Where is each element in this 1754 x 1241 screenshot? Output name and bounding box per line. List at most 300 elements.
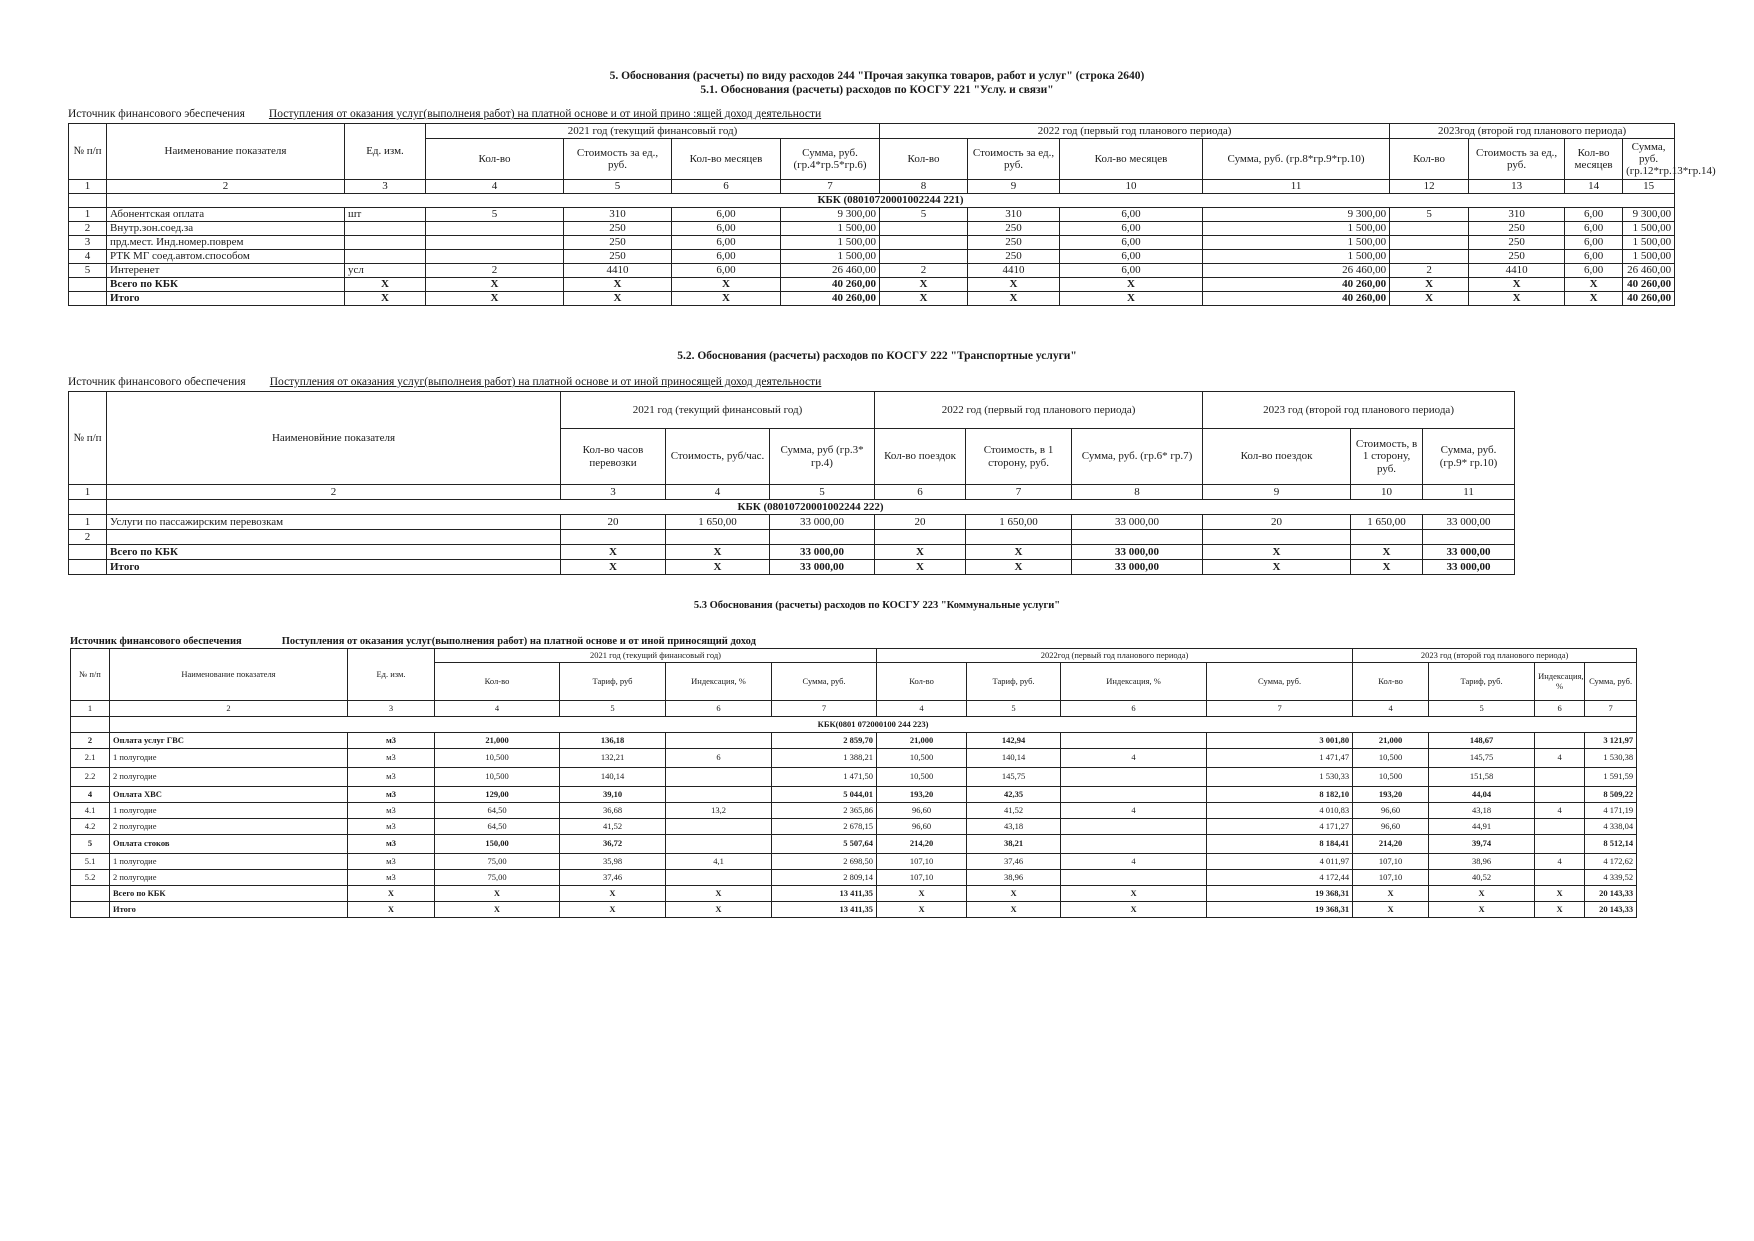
header-cell: 2023 год (второй год планового периода) <box>1203 392 1515 429</box>
table-cell <box>666 870 772 886</box>
column-number: 9 <box>1203 485 1351 500</box>
table-cell: 2 <box>69 530 107 545</box>
header-cell: Сумма, руб. (гр.8*гр.9*гр.10) <box>1203 139 1390 180</box>
column-number: 2 <box>107 485 561 500</box>
total-cell: X <box>1060 278 1203 292</box>
column-number: 4 <box>1353 701 1429 717</box>
header-cell: Наименование показателя <box>107 124 345 180</box>
column-number: 14 <box>1565 180 1623 194</box>
total-cell: X <box>435 902 560 918</box>
total-cell: X <box>435 886 560 902</box>
table-cell: 26 460,00 <box>1623 264 1675 278</box>
table-cell: 6,00 <box>672 208 781 222</box>
table-cell <box>1535 819 1585 835</box>
table-cell: 10,500 <box>877 749 967 768</box>
header-cell: Ед. изм. <box>345 124 426 180</box>
table-cell: 4410 <box>564 264 672 278</box>
table-cell: РТК МГ соед.автом.способом <box>107 250 345 264</box>
table-cell: 193,20 <box>877 787 967 803</box>
table-cell: 4 172,44 <box>1207 870 1353 886</box>
header-cell: Кол-во <box>880 139 968 180</box>
table-cell: 140,14 <box>967 749 1061 768</box>
table-row <box>71 835 1637 854</box>
table-cell: 1 <box>69 208 107 222</box>
column-number: 7 <box>781 180 880 194</box>
table-cell: 36,72 <box>560 835 666 854</box>
table-cell: 214,20 <box>1353 835 1429 854</box>
table-kosgu-223 <box>70 648 1637 918</box>
table-cell: Интеренет <box>107 264 345 278</box>
table-cell: 42,35 <box>967 787 1061 803</box>
table-cell: 250 <box>564 222 672 236</box>
table-cell: 1 500,00 <box>781 236 880 250</box>
total-cell <box>71 902 110 918</box>
total-cell: 20 143,33 <box>1585 886 1637 902</box>
total-cell: 33 000,00 <box>770 545 875 560</box>
total-cell <box>69 292 107 306</box>
table-cell: 6,00 <box>1060 250 1203 264</box>
table-cell: 6,00 <box>672 264 781 278</box>
table-cell: м3 <box>348 733 435 749</box>
header-cell: Кол-во поездок <box>1203 429 1351 485</box>
table-cell: 64,50 <box>435 819 560 835</box>
table-cell <box>107 530 561 545</box>
header-cell: Наименовйние показателя <box>107 392 561 485</box>
source-label: Источник финансового обеспечения <box>70 636 242 647</box>
table-cell: 107,10 <box>877 870 967 886</box>
column-number: 4 <box>666 485 770 500</box>
total-cell: X <box>1429 886 1535 902</box>
header-cell: Сумма, руб. <box>772 663 877 701</box>
table-cell <box>666 733 772 749</box>
table-cell <box>1390 222 1469 236</box>
total-cell: X <box>1469 292 1565 306</box>
table-cell: 4410 <box>1469 264 1565 278</box>
table-cell: 4 339,52 <box>1585 870 1637 886</box>
table-cell <box>1061 733 1207 749</box>
total-cell: X <box>1061 902 1207 918</box>
header-cell: Сумма, руб. <box>1207 663 1353 701</box>
header-cell: № п/п <box>69 124 107 180</box>
column-number: 3 <box>345 180 426 194</box>
header-cell: Сумма, руб. (гр.9* гр.10) <box>1423 429 1515 485</box>
header-cell: Тариф, руб. <box>967 663 1061 701</box>
table-cell: 4 <box>1535 803 1585 819</box>
column-number: 13 <box>1469 180 1565 194</box>
column-number: 12 <box>1390 180 1469 194</box>
table-cell: 5 <box>880 208 968 222</box>
table-cell: 20 <box>1203 515 1351 530</box>
header-cell: Кол-во часов перевозки <box>561 429 666 485</box>
header-cell: Кол-во <box>426 139 564 180</box>
source-value: Поступления от оказания услуг(выполнеия работ) на платной основе и от иной прино :ящей доход деятельности <box>268 108 822 120</box>
table-row <box>69 250 1675 264</box>
total-cell: X <box>1351 545 1423 560</box>
table-cell: 6,00 <box>1565 264 1623 278</box>
table-cell: 43,18 <box>1429 803 1535 819</box>
table-cell: 4.2 <box>71 819 110 835</box>
table-cell: 4,1 <box>666 854 772 870</box>
total-cell: X <box>967 902 1061 918</box>
table-cell: 1 полугодие <box>110 854 348 870</box>
table-cell: 44,91 <box>1429 819 1535 835</box>
table-cell: Услуги по пассажирским перевозкам <box>107 515 561 530</box>
section2-title: 5.2. Обоснования (расчеты) расходов по КОСГУ 222 "Транспортные услуги" <box>677 350 1077 362</box>
total-cell: X <box>345 278 426 292</box>
table-cell: 107,10 <box>1353 854 1429 870</box>
column-number: 15 <box>1623 180 1675 194</box>
table-row <box>69 515 1515 530</box>
table-cell <box>1390 236 1469 250</box>
table-cell: м3 <box>348 819 435 835</box>
total-cell: 19 368,31 <box>1207 902 1353 918</box>
total-cell: Итого <box>107 292 345 306</box>
header-cell: 2023год (второй год планового периода) <box>1390 124 1675 139</box>
table-cell: 1 650,00 <box>1351 515 1423 530</box>
table-cell: 5 <box>1390 208 1469 222</box>
table-cell: Оплата ХВС <box>110 787 348 803</box>
table-cell <box>1061 835 1207 854</box>
table-cell: 8 509,22 <box>1585 787 1637 803</box>
total-cell: 13 411,35 <box>772 886 877 902</box>
table-cell: 2 <box>880 264 968 278</box>
table-cell: Внутр.зон.соед.за <box>107 222 345 236</box>
total-cell: X <box>1565 292 1623 306</box>
table-cell: 4 <box>69 250 107 264</box>
column-number: 8 <box>880 180 968 194</box>
table-cell: 4 010,83 <box>1207 803 1353 819</box>
total-cell: X <box>1565 278 1623 292</box>
header-cell: 2021 год (текущий финансовый год) <box>426 124 880 139</box>
table-cell <box>770 530 875 545</box>
table-cell: 132,21 <box>560 749 666 768</box>
column-number: 4 <box>435 701 560 717</box>
header-cell: 2021 год (текущий финансовый год) <box>435 649 877 663</box>
table-cell: 4 011,97 <box>1207 854 1353 870</box>
header-cell: Кол-во <box>1353 663 1429 701</box>
table-cell <box>880 222 968 236</box>
total-cell: X <box>1535 886 1585 902</box>
total-cell: Всего по КБК <box>107 278 345 292</box>
table-cell: 41,52 <box>560 819 666 835</box>
table-cell: 1 500,00 <box>781 250 880 264</box>
table-cell <box>666 787 772 803</box>
total-cell <box>69 545 107 560</box>
table-cell <box>1535 787 1585 803</box>
table-cell: м3 <box>348 803 435 819</box>
total-cell: X <box>560 902 666 918</box>
table-row <box>69 236 1675 250</box>
total-cell <box>69 560 107 575</box>
table-cell: 129,00 <box>435 787 560 803</box>
table-cell: 9 300,00 <box>1203 208 1390 222</box>
table-cell: 250 <box>564 236 672 250</box>
column-number: 5 <box>564 180 672 194</box>
column-number: 1 <box>69 180 107 194</box>
column-number: 5 <box>560 701 666 717</box>
table-cell: 1 591,59 <box>1585 768 1637 787</box>
total-cell <box>71 886 110 902</box>
column-number: 11 <box>1423 485 1515 500</box>
header-cell: Кол-во поездок <box>875 429 966 485</box>
total-cell: X <box>564 292 672 306</box>
header-cell: 2023 год (второй год планового периода) <box>1353 649 1637 663</box>
table-cell: 38,21 <box>967 835 1061 854</box>
header-cell: Наименование показателя <box>110 649 348 701</box>
table-cell: 1 650,00 <box>966 515 1072 530</box>
table-cell: 140,14 <box>560 768 666 787</box>
table-cell: 26 460,00 <box>1203 264 1390 278</box>
total-cell: X <box>672 292 781 306</box>
table-cell: 8 184,41 <box>1207 835 1353 854</box>
header-cell: Сумма, руб. (гр.6* гр.7) <box>1072 429 1203 485</box>
table-cell: 8 182,10 <box>1207 787 1353 803</box>
column-number-row <box>71 701 1637 717</box>
header-cell: Кол-во месяцев <box>1565 139 1623 180</box>
table-cell: 39,10 <box>560 787 666 803</box>
table-cell <box>69 194 107 208</box>
table-cell: 250 <box>1469 222 1565 236</box>
table-cell <box>875 530 966 545</box>
table-cell: Абонентская оплата <box>107 208 345 222</box>
table-cell: м3 <box>348 787 435 803</box>
table-cell: 21,000 <box>1353 733 1429 749</box>
table-cell: 75,00 <box>435 870 560 886</box>
total-cell: X <box>1353 886 1429 902</box>
table-cell: 4 338,04 <box>1585 819 1637 835</box>
column-number: 4 <box>426 180 564 194</box>
table-cell: 6,00 <box>1060 236 1203 250</box>
total-cell: 33 000,00 <box>1423 560 1515 575</box>
kbk-label: КБК (08010720001002244 221) <box>107 194 1675 208</box>
header-cell: Сумма, руб (гр.3* гр.4) <box>770 429 875 485</box>
total-cell: X <box>877 902 967 918</box>
header-cell: Стоимость, в 1 сторону, руб. <box>966 429 1072 485</box>
table-cell: 96,60 <box>1353 803 1429 819</box>
table-cell: 1 388,21 <box>772 749 877 768</box>
column-number-row <box>69 180 1675 194</box>
table-row <box>71 768 1637 787</box>
total-cell: X <box>1353 902 1429 918</box>
table-cell <box>1535 733 1585 749</box>
table-cell <box>666 530 770 545</box>
table-cell: 250 <box>968 222 1060 236</box>
table-cell: 6,00 <box>1060 264 1203 278</box>
table-cell: 6,00 <box>1565 250 1623 264</box>
total-cell: X <box>1535 902 1585 918</box>
table-cell <box>666 819 772 835</box>
column-number: 10 <box>1351 485 1423 500</box>
header-cell: Кол-во месяцев <box>672 139 781 180</box>
table-cell: м3 <box>348 749 435 768</box>
table-cell: 1 500,00 <box>1623 250 1675 264</box>
table-cell: 6,00 <box>1060 222 1203 236</box>
header-cell: Стоимость, в 1 сторону, руб. <box>1351 429 1423 485</box>
table-cell: 6,00 <box>672 236 781 250</box>
total-cell: X <box>561 560 666 575</box>
header-cell: 2022 год (первый год планового периода) <box>880 124 1390 139</box>
table-cell: 250 <box>1469 250 1565 264</box>
header-cell: Тариф, руб. <box>1429 663 1535 701</box>
table-cell: 136,18 <box>560 733 666 749</box>
header-cell: Тариф, руб <box>560 663 666 701</box>
header-cell: Ед. изм. <box>348 649 435 701</box>
source-value: Поступления от оказания услуг(выполнеия работ) на платной основе и от иной приносящей доход деятельности <box>269 376 822 388</box>
column-number: 7 <box>1585 701 1637 717</box>
table-cell: 13,2 <box>666 803 772 819</box>
table-cell: 5 <box>426 208 564 222</box>
table-row <box>71 854 1637 870</box>
header-cell: Стоимость за ед., руб. <box>968 139 1060 180</box>
table-cell <box>561 530 666 545</box>
table-cell: 4 171,27 <box>1207 819 1353 835</box>
table-cell: 38,96 <box>967 870 1061 886</box>
table-cell: 5.1 <box>71 854 110 870</box>
table-cell: 145,75 <box>1429 749 1535 768</box>
table-cell: 6,00 <box>1565 236 1623 250</box>
total-cell: X <box>666 545 770 560</box>
total-cell: X <box>348 902 435 918</box>
table-row <box>69 264 1675 278</box>
table-cell: 107,10 <box>877 854 967 870</box>
header-cell: Кол-во <box>435 663 560 701</box>
table-cell <box>345 250 426 264</box>
table-cell: 310 <box>564 208 672 222</box>
total-cell: X <box>1351 560 1423 575</box>
column-number: 1 <box>69 485 107 500</box>
table-cell: усл <box>345 264 426 278</box>
table-row <box>69 208 1675 222</box>
table-cell: 10,500 <box>1353 768 1429 787</box>
table-cell: 39,74 <box>1429 835 1535 854</box>
table-cell: 44,04 <box>1429 787 1535 803</box>
table-cell: 6,00 <box>1565 222 1623 236</box>
column-number: 1 <box>71 701 110 717</box>
total-row <box>69 278 1675 292</box>
kbk-label: КБК (08010720001002244 222) <box>107 500 1515 515</box>
table-cell: 5 <box>71 835 110 854</box>
header-cell: Кол-во <box>877 663 967 701</box>
column-number: 9 <box>968 180 1060 194</box>
section3-title: 5.3 Обоснования (расчеты) расходов по КОСГУ 223 "Коммунальные услуги" <box>693 600 1061 611</box>
table-cell: м3 <box>348 835 435 854</box>
table-cell <box>426 236 564 250</box>
table-cell: 2.1 <box>71 749 110 768</box>
table-cell <box>426 222 564 236</box>
total-cell: X <box>1060 292 1203 306</box>
section1-source <box>68 108 821 120</box>
table-cell: 250 <box>968 236 1060 250</box>
total-cell: 40 260,00 <box>1203 278 1390 292</box>
column-number: 6 <box>672 180 781 194</box>
total-cell: 40 260,00 <box>1623 278 1675 292</box>
table-cell: 8 512,14 <box>1585 835 1637 854</box>
table-cell <box>69 500 107 515</box>
total-cell: X <box>967 886 1061 902</box>
table-cell: 1 500,00 <box>1623 236 1675 250</box>
table-cell: 20 <box>561 515 666 530</box>
table-cell: 5 507,64 <box>772 835 877 854</box>
total-row <box>71 886 1637 902</box>
table-cell: 21,000 <box>877 733 967 749</box>
table-cell <box>345 222 426 236</box>
table-cell: 1 <box>69 515 107 530</box>
table-cell <box>1061 768 1207 787</box>
table-cell: 214,20 <box>877 835 967 854</box>
table-cell: 43,18 <box>967 819 1061 835</box>
source-value: Поступления от оказания услуг(выполнения работ) на платной основе и от иной приносящий доход <box>281 636 756 647</box>
source-label: Источник финансового обеспечения <box>68 376 246 388</box>
total-cell: X <box>968 278 1060 292</box>
table-cell: 9 300,00 <box>1623 208 1675 222</box>
table-cell: 10,500 <box>435 749 560 768</box>
total-cell: X <box>1469 278 1565 292</box>
table-cell: 2 365,86 <box>772 803 877 819</box>
table-cell: 37,46 <box>967 854 1061 870</box>
table-cell <box>345 236 426 250</box>
table-cell: 6,00 <box>1060 208 1203 222</box>
column-number: 8 <box>1072 485 1203 500</box>
total-cell: X <box>875 560 966 575</box>
kbk-row <box>69 194 1675 208</box>
total-cell: 40 260,00 <box>781 292 880 306</box>
table-cell: 96,60 <box>877 803 967 819</box>
total-cell: 20 143,33 <box>1585 902 1637 918</box>
table-cell: 35,98 <box>560 854 666 870</box>
total-cell: Итого <box>107 560 561 575</box>
table-cell: 310 <box>1469 208 1565 222</box>
header-cell: Стоимость, руб/час. <box>666 429 770 485</box>
header-cell: Стоимость за ед., руб. <box>1469 139 1565 180</box>
total-cell: Всего по КБК <box>110 886 348 902</box>
header-cell: Стоимость за ед., руб. <box>564 139 672 180</box>
total-cell: X <box>666 886 772 902</box>
table-cell: 2 <box>426 264 564 278</box>
table-cell: 4 <box>1061 854 1207 870</box>
table-cell: 4.1 <box>71 803 110 819</box>
table-cell: 1 471,47 <box>1207 749 1353 768</box>
table-cell <box>666 768 772 787</box>
table-cell <box>666 835 772 854</box>
table-cell: 1 650,00 <box>666 515 770 530</box>
table-cell <box>1072 530 1203 545</box>
total-cell: 40 260,00 <box>1623 292 1675 306</box>
total-cell: X <box>672 278 781 292</box>
total-cell: X <box>666 902 772 918</box>
table-cell: 310 <box>968 208 1060 222</box>
table-cell: 2 полугодие <box>110 870 348 886</box>
table-cell: 1 500,00 <box>781 222 880 236</box>
column-number: 11 <box>1203 180 1390 194</box>
kbk-row <box>71 717 1637 733</box>
header-cell: 2021 год (текущий финансовый год) <box>561 392 875 429</box>
table-cell: 145,75 <box>967 768 1061 787</box>
table-row <box>71 749 1637 768</box>
total-cell: Итого <box>110 902 348 918</box>
table-cell: 150,00 <box>435 835 560 854</box>
table-cell: м3 <box>348 768 435 787</box>
header-cell: Индексация, % <box>1061 663 1207 701</box>
table-cell: 1 500,00 <box>1203 236 1390 250</box>
table-cell: 250 <box>1469 236 1565 250</box>
table-cell: 3 121,97 <box>1585 733 1637 749</box>
table-cell: 38,96 <box>1429 854 1535 870</box>
table-cell: 2 698,50 <box>772 854 877 870</box>
table-cell <box>1061 870 1207 886</box>
column-number: 10 <box>1060 180 1203 194</box>
table-cell: 2 809,14 <box>772 870 877 886</box>
column-number: 5 <box>1429 701 1535 717</box>
